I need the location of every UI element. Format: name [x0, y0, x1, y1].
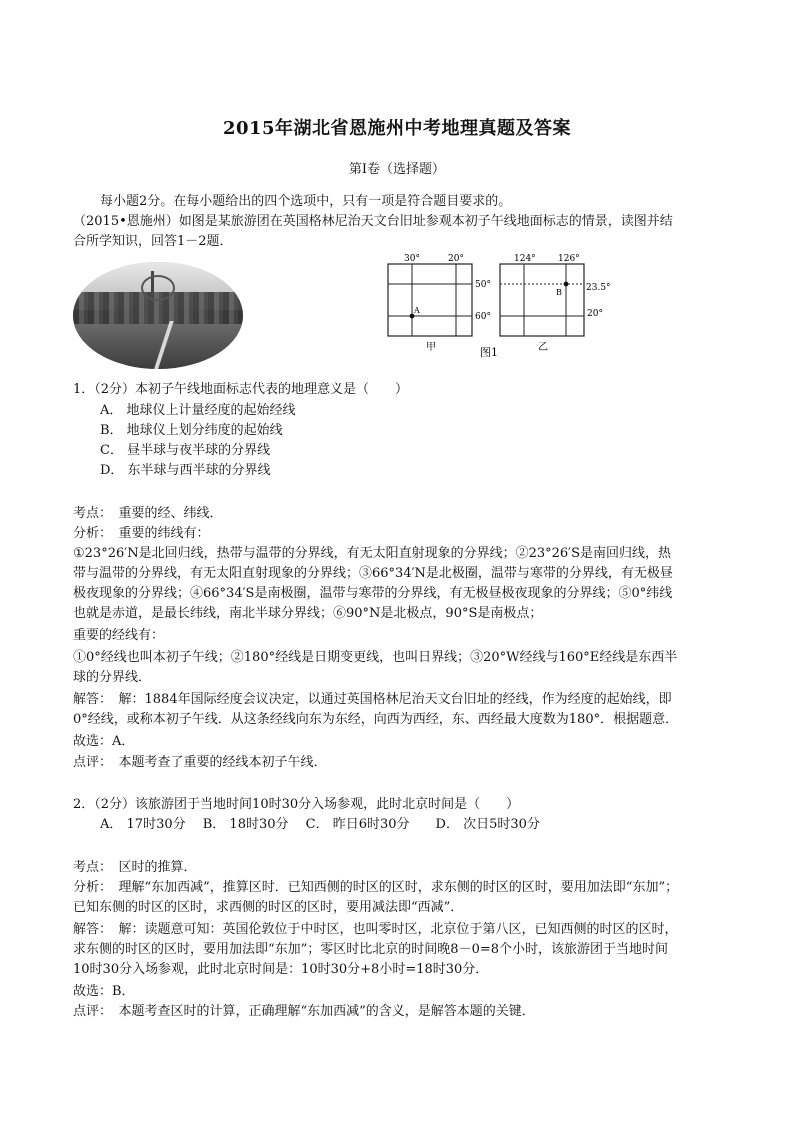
q1-guxuan: 故选：A． [73, 734, 135, 749]
label-jia-top-right: 20° [448, 254, 464, 264]
label-jia-right-lower: 60° [475, 312, 491, 322]
q1-kaodian: 考点： 重要的经、纬线． [73, 506, 223, 521]
q2-stem: 2．（2分）该旅游团于当地时间10时30分入场参观，此时北京时间是（ ） [73, 797, 520, 812]
label-yi: 乙 [538, 342, 548, 353]
label-jia: 甲 [426, 342, 436, 353]
q1-fenxi: 分析： 重要的纬线有： [73, 526, 210, 541]
q2-fenxi-line: 分析： 理解“东加西减”，推算区时．已知西侧的时区的区时，求东侧的时区的区时，要用加法即“东加”； [73, 880, 679, 895]
label-yi-top-left: 124° [514, 254, 536, 264]
q1-jieda-line: 解答： 解：1884年国际经度会议决定，以通过英国格林尼治天文台旧址的经线，作为经度的起始线，即 [73, 692, 672, 707]
intro-text: 每小题2分。在每小题给出的四个选项中，只有一项是符合题目要求的。 [100, 194, 512, 209]
label-jia-right-upper: 50° [475, 280, 491, 290]
label-yi-top-right: 126° [558, 254, 580, 264]
label-point-a: A [414, 306, 420, 315]
figure-caption: 图1 [480, 346, 498, 359]
q2-fenxi-line: 已知东侧的时区的区时，求西侧的时区的区时，要用减法即“西减”． [73, 900, 464, 915]
grid-yi [500, 254, 611, 353]
q1-fenxi-line: 球的分界线． [73, 670, 152, 685]
q1-option-a: A． 地球仪上计量经度的起始经线 [100, 403, 296, 418]
figure-1 [380, 250, 630, 362]
q2-kaodian: 考点： 区时的推算． [73, 860, 197, 875]
grid-jia [388, 254, 491, 353]
q1-jieda-line: 0°经线，或称本初子午线．从这条经线向东为东经，向西为西经，东、西经最大度数为180°．根据题意． [73, 712, 679, 727]
q2-options: A． 17时30分 B． 18时30分 C． 昨日6时30分 D． 次日5时30分 [100, 817, 540, 832]
q1-stem: 1．（2分）本初子午线地面标志代表的地理意义是（ ） [73, 382, 409, 397]
q1-option-c: C． 昼半球与夜半球的分界线 [100, 443, 271, 458]
section-title: 第Ⅰ卷（选择题） [348, 162, 446, 177]
page-title: 2015年湖北省恩施州中考地理真题及答案 [222, 118, 572, 139]
q2-jieda-line: 求东侧的时区的区时，要用加法即“东加”；零区时比北京的时间晚8－0=8个小时，该旅游团于当地时间 [73, 942, 668, 957]
q2-jieda-line: 10时30分入场参观，此时北京时间是：10时30分+8小时=18时30分． [73, 962, 489, 977]
q1-fenxi-line: 极夜现象的分界线；④66°34′S是南极圈，温带与寒带的分界线，有无极昼极夜现象的分界线；⑤0°纬线 [73, 586, 673, 601]
q1-fenxi-line: ①0°经线也叫本初子午线；②180°经线是日期变更线，也叫日界线；③20°W经线与160°E经线是东西半 [73, 650, 678, 665]
q1-fenxi-line: 也就是赤道，是最长纬线，南北半球分界线；⑥90°N是北极点，90°S是南极点； [73, 606, 543, 621]
q1-option-d: D． 东半球与西半球的分界线 [100, 463, 271, 478]
context-line-1: （2015•恩施州）如图是某旅游团在英国格林尼治天文台旧址参观本初子午线地面标志的情景，读图并结 [73, 214, 673, 229]
q2-jieda-line: 解答： 解：读题意可知：英国伦敦位于中时区，也叫零时区，北京位于第八区，已知西侧的时区的区时， [73, 922, 678, 937]
label-jia-top-left: 30° [404, 254, 420, 264]
label-yi-right-lower: 20° [587, 309, 603, 319]
q1-fenxi-line: ①23°26′N是北回归线，热带与温带的分界线，有无太阳直射现象的分界线；②23°26′S是南回归线，热 [73, 546, 672, 561]
q2-dianping: 点评： 本题考查区时的计算，正确理解“东加西减”的含义，是解答本题的关键． [73, 1004, 535, 1019]
label-yi-right-upper: 23.5° [586, 283, 611, 293]
point-b [564, 282, 569, 287]
q2-guxuan: 故选：B． [73, 984, 135, 999]
q1-fenxi-line: 带与温带的分界线，有无太阳直射现象的分界线；③66°34′N是北极圈，温带与寒带的分界线，有无极昼 [73, 566, 673, 581]
q1-dianping: 点评： 本题考查了重要的经线本初子午线． [73, 755, 327, 770]
meridian-photo [73, 262, 243, 369]
label-point-b: B [556, 288, 562, 297]
q1-option-b: B． 地球仪上划分纬度的起始线 [100, 423, 283, 438]
context-line-2: 合所学知识，回答1－2题． [73, 234, 233, 249]
q1-fenxi-line: 重要的经线有： [73, 628, 165, 643]
